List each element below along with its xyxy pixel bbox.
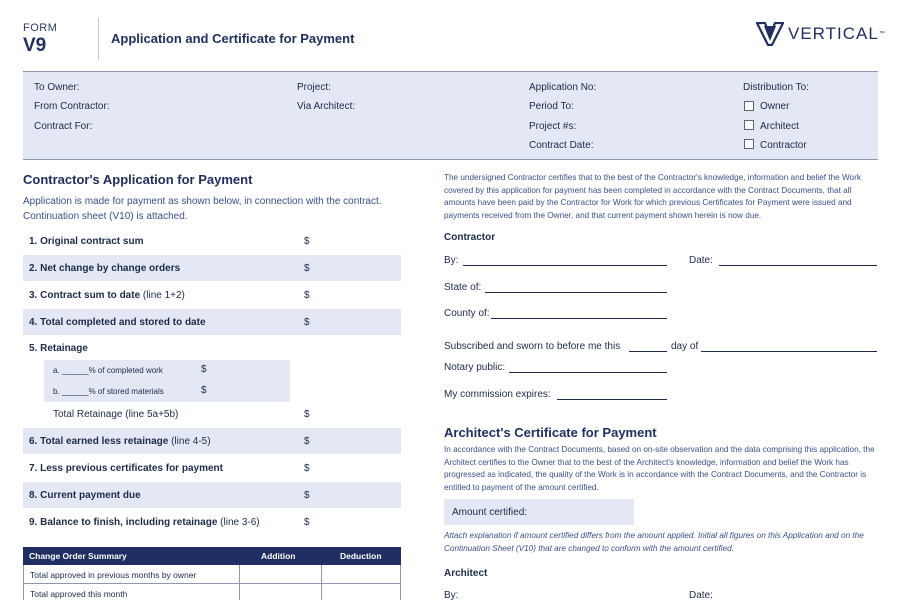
dollar-sign: $ — [201, 385, 207, 396]
change-order-summary-heading: Change Order Summary — [29, 551, 127, 561]
line-label: Contract sum to date — [40, 290, 141, 301]
row-label: Total approved in previous months by owner — [30, 570, 197, 580]
line-number: 4. — [29, 317, 38, 328]
line-contract-sum-to-date — [23, 282, 401, 308]
line-label: Current payment due — [40, 490, 141, 501]
contractor-application-title: Contractor's Application for Payment — [23, 172, 253, 187]
subscribed-day-line[interactable] — [629, 351, 667, 352]
application-intro-text: Application is made for payment as shown below, in connection with the contract. Continuation sheet (V10) is attached. — [23, 196, 382, 222]
dollar-sign: $ — [304, 436, 310, 447]
form-label: FORM — [23, 22, 58, 34]
date-label: Date: — [689, 255, 713, 266]
contract-for-label: Contract For: — [34, 121, 93, 132]
contractor-heading: Contractor — [444, 232, 496, 243]
line-label: Total earned less retainage — [40, 436, 169, 447]
subscribed-month-line[interactable] — [701, 351, 877, 352]
subscribed-sworn-label: Subscribed and sworn to before me this — [444, 341, 621, 352]
owner-checkbox[interactable] — [744, 101, 754, 111]
dollar-sign: $ — [304, 317, 310, 328]
dollar-sign: $ — [304, 517, 310, 528]
change-order-table-header — [23, 547, 401, 565]
retainage-stored-materials: b. ______% of stored materials — [53, 387, 164, 396]
county-of-line[interactable] — [491, 318, 667, 319]
logo-trademark: ™ — [878, 31, 885, 37]
document-title: Application and Certificate for Payment — [111, 31, 355, 46]
amount-certified-label: Amount certified: — [452, 507, 528, 518]
period-to-label: Period To: — [529, 101, 574, 112]
commission-expires-label: My commission expires: — [444, 389, 551, 400]
dollar-sign: $ — [304, 236, 310, 247]
line-retainage — [23, 335, 401, 361]
dollar-sign: $ — [201, 364, 207, 375]
line-number: 8. — [29, 490, 38, 501]
dollar-sign: $ — [304, 409, 310, 420]
by-label: By: — [444, 255, 459, 266]
from-contractor-label: From Contractor: — [34, 101, 110, 112]
retainage-completed-work: a. ______% of completed work — [53, 366, 163, 375]
line-label: Less previous certificates for payment — [40, 463, 223, 474]
line-total-completed — [23, 309, 401, 335]
line-original-contract-sum — [23, 228, 401, 254]
architect-certification-text: In accordance with the Contract Documents, based on on-site observation and the data comprising this application, the Architect certifies to the Owner that to the best of the Architect's knowledge, information and belief the Work has progressed as indicated, the quality of the Work is in accordance with the Contract Documents, and the Contractor is entitled to payment of the amount certified. — [444, 445, 875, 492]
vertical-logo — [756, 22, 885, 46]
line-number: 9. — [29, 517, 38, 528]
distribution-to-label: Distribution To: — [743, 82, 809, 93]
line-suffix: (line 4-5) — [168, 436, 211, 447]
amount-explanation-note: Attach explanation if amount certified differs from the amount applied. Initial all figures on this Application and on the Continuation Sheet (V10) that are changed to conform with the amount certified. — [444, 531, 864, 553]
table-row — [23, 584, 401, 600]
line-number: 2. — [29, 263, 38, 274]
to-owner-label: To Owner: — [34, 82, 80, 93]
contractor-checkbox-label: Contractor — [760, 140, 807, 151]
line-balance-to-finish — [23, 509, 401, 535]
application-no-label: Application No: — [529, 82, 597, 93]
addition-column-header: Addition — [261, 551, 296, 561]
notary-public-line[interactable] — [509, 372, 667, 373]
project-info-band — [23, 71, 878, 160]
row-label: Total approved this month — [30, 589, 128, 599]
contractor-date-line[interactable] — [719, 265, 877, 266]
state-of-line[interactable] — [485, 292, 667, 293]
contractor-signature-line[interactable] — [463, 265, 667, 266]
day-of-label: day of — [671, 341, 699, 352]
header-divider — [98, 18, 99, 60]
state-of-label: State of: — [444, 282, 482, 293]
owner-checkbox-label: Owner — [760, 101, 790, 112]
project-numbers-label: Project #s: — [529, 121, 577, 132]
architect-checkbox-label: Architect — [760, 121, 799, 132]
line-total-retainage — [23, 401, 401, 427]
change-order-summary-table — [23, 547, 401, 600]
total-retainage-label: Total Retainage (line 5a+5b) — [53, 409, 179, 420]
amount-certified-field[interactable] — [444, 499, 634, 525]
line-total-earned — [23, 428, 401, 454]
line-number: 5. — [29, 343, 38, 354]
county-of-label: County of: — [444, 308, 490, 319]
line-number: 6. — [29, 436, 38, 447]
architect-date-label: Date: — [689, 590, 713, 600]
line-number: 3. — [29, 290, 38, 301]
dollar-sign: $ — [304, 263, 310, 274]
form-code: V9 — [23, 35, 47, 56]
line-net-change — [23, 255, 401, 281]
line-previous-certificates — [23, 455, 401, 481]
via-architect-label: Via Architect: — [297, 101, 356, 112]
line-label: Net change by change orders — [40, 263, 181, 274]
line-label: Retainage — [40, 343, 88, 354]
logo-text: VERTICAL — [788, 24, 879, 43]
table-row — [23, 565, 401, 584]
line-suffix: (line 1+2) — [140, 290, 185, 301]
retainage-breakdown — [44, 360, 290, 402]
dollar-sign: $ — [304, 290, 310, 301]
deduction-column-header: Deduction — [340, 551, 382, 561]
contractor-certification-text: The undersigned Contractor certifies that to the best of the Contractor's knowledge, information and belief the Work covered by this application for payment has been completed in accordance with the Contract Documents, that all amounts have been paid by the Contractor for Work for which previous Certificates for Payment were issued and payments received from the Owner, and that current payment shown herein is now due. — [444, 173, 861, 220]
line-suffix: (line 3-6) — [217, 517, 260, 528]
line-number: 1. — [29, 236, 38, 247]
dollar-sign: $ — [304, 463, 310, 474]
form-header — [0, 0, 900, 70]
line-label: Total completed and stored to date — [40, 317, 206, 328]
architect-certificate-title: Architect's Certificate for Payment — [444, 425, 657, 440]
line-label: Balance to finish, including retainage — [40, 517, 218, 528]
contract-date-label: Contract Date: — [529, 140, 594, 151]
line-current-payment-due — [23, 482, 401, 508]
notary-public-label: Notary public: — [444, 362, 506, 373]
dollar-sign: $ — [304, 490, 310, 501]
contractor-checkbox[interactable] — [744, 139, 754, 149]
architect-checkbox[interactable] — [744, 120, 754, 130]
line-number: 7. — [29, 463, 38, 474]
project-label: Project: — [297, 82, 331, 93]
line-label: Original contract sum — [40, 236, 144, 247]
vertical-logo-icon — [756, 22, 784, 46]
architect-by-label: By: — [444, 590, 459, 600]
commission-expires-line[interactable] — [557, 399, 667, 400]
architect-heading: Architect — [444, 568, 488, 579]
